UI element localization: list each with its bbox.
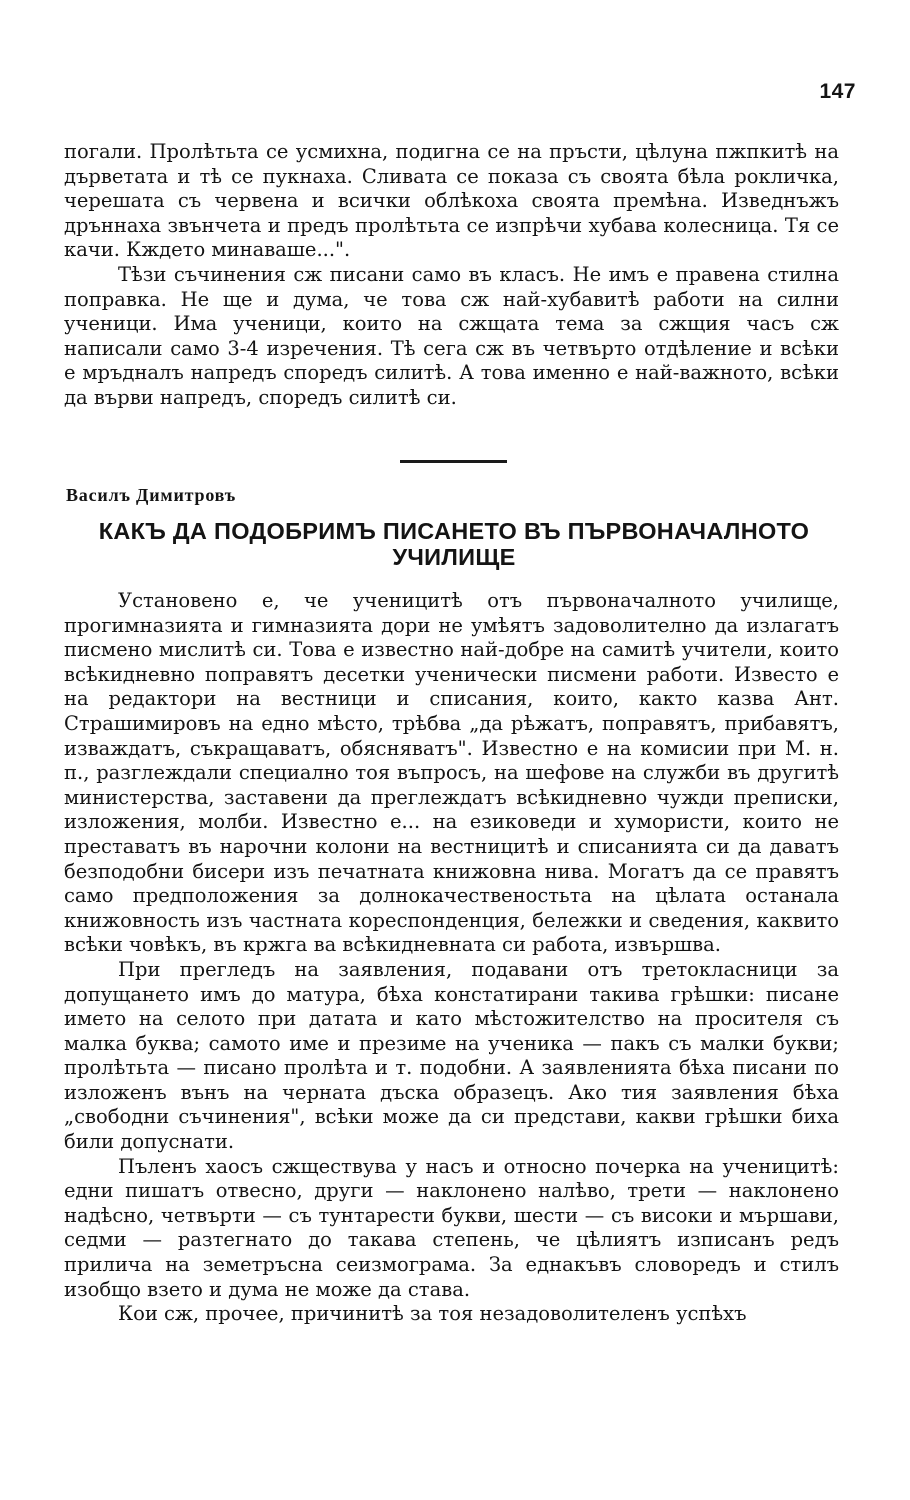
paragraph: Тѣзи съчинения сж писани само въ класъ. Не имъ е правена стилна поправка. Не ще и дума, че това сж най-хубавитѣ работи на силни ученици. Има ученици, които на сжщата тема за сжщия часъ сж написали само 3-4 изречения. Тѣ сега сж въ четвърто отдѣление и всѣки е мръдналъ напредъ споредъ силитѣ. А това именно е най-важното, всѣки да върви напредъ, споредъ силитѣ си. bbox=[64, 262, 839, 409]
section-divider bbox=[400, 460, 507, 463]
paragraph: Пъленъ хаосъ сжществува у насъ и относно почерка на ученицитѣ: едни пишатъ отвесно, други — наклонено налѣво, трети — наклонено надѣсно, четвърти — съ тунтарести букви, шести — съ високи и мършави, седми — разтегнато до такава степень, че цѣлиятъ изписанъ редъ прилича на земетръсна сеизмограма. За еднакъвъ словоредъ и стилъ изобщо взето и дума не може да става. bbox=[64, 1154, 839, 1301]
article-author: Василъ Димитровъ bbox=[66, 485, 237, 505]
intro-text bbox=[64, 140, 839, 411]
article-title: КАКЪ ДА ПОДОБРИМЪ ПИСАНЕТО ВЪ ПЪРВОНАЧАЛНОТО УЧИЛИЩЕ bbox=[98, 518, 810, 570]
page-number: 147 bbox=[819, 80, 856, 103]
paragraph-continued: погали. Пролѣтьта се усмихна, подигна се на пръсти, цѣлуна пжпкитѣ на дърветата и тѣ се пукнаха. Сливата се показа съ своята бѣла рокличка, черешата съ червена и всички облѣкоха своята премѣна. Изведнъжъ дръннаха звънчета и предъ пролѣтьта се изпрѣчи хубава колесница. Тя се качи. Кждето минаваше...". bbox=[64, 140, 839, 262]
paragraph: Кои сж, прочее, причинитѣ за тоя незадоволителенъ успѣхъ bbox=[118, 1302, 747, 1326]
paragraph: При прегледъ на заявления, подавани отъ третокласници за допущането имъ до матура, бѣха констатирани такива грѣшки: писане името на селото при датата и като мѣстожителство на просителя съ малка буква; самото име и презиме на ученика — пакъ съ малки букви; пролѣтьта — писано пролѣта и т. подобни. А заявленията бѣха писани по изложенъ вънъ на черната дъска образецъ. Ако тия заявления бѣха „свободни съчинения", всѣки може да си представи, какви грѣшки биха били допуснати. bbox=[64, 957, 839, 1154]
article-body bbox=[64, 589, 839, 1327]
paragraph: Установено е, че ученицитѣ отъ първоначалното училище, прогимназията и гимназията дори не умѣятъ задоволително да излагатъ писмено мислитѣ си. Това е известно най-добре на самитѣ учители, които всѣкидневно поправятъ десетки ученически писмени работи. Известо е на редактори на вестници и списания, които, както казва Ант. Страшимировъ на едно мѣсто, трѣбва „да рѣжатъ, поправятъ, прибавятъ, изваждатъ, съкращаватъ, обясняватъ". Известно е на комисии при М. н. п., разглеждали специално тоя въпросъ, на шефове на служби въ другитѣ министерства, заставени да преглеждатъ всѣкидневно чужди преписки, изложения, молби. Известно е... на езиковеди и хумористи, които не преставатъ въ нарочни колони на вестницитѣ и списанията си да даватъ безподобни бисери изъ печатната книжовна нива. Могатъ да се правятъ само предположения за долнокачественостьта на цѣлата останала книжовность изъ частната кореспонденция, бележки и сведения, каквито всѣки човѣкъ, въ кржга ва всѣкидневната си работа, извършва. bbox=[64, 589, 839, 957]
